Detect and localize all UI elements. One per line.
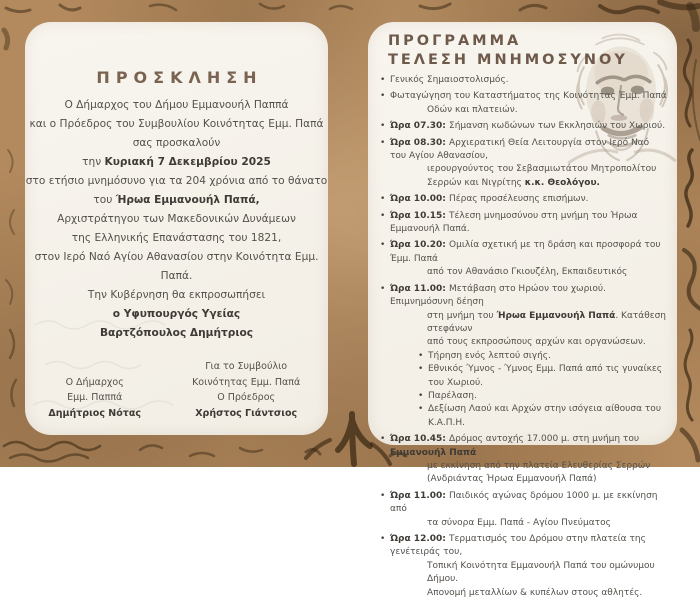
- bold-text: Βαρτζόπουλος Δημήτριος: [99, 327, 254, 339]
- signature-line: [164, 406, 328, 422]
- bullet-icon: •: [380, 283, 386, 294]
- program-title: [388, 32, 677, 70]
- text: και ο Πρόεδρος του Συμβουλίου Κοινότητας Εμμ. Παπά: [29, 118, 324, 130]
- text: Δεξίωση Λαού και Αρχών στην ισόγεια αίθουσα του Κ.Α.Π.Η.: [428, 404, 662, 428]
- signature-line: [25, 406, 164, 422]
- bullet-icon: •: [418, 364, 424, 375]
- bold-text: Ήρωα Εμμανουήλ Παπά: [496, 310, 616, 321]
- text: Σήμανση κωδώνων των Εκκλησιών του Χωριού.: [449, 121, 666, 132]
- text: τα σύνορα Εμμ. Παπά - Αγίου Πνεύματος: [427, 517, 611, 528]
- invitation-line: [25, 286, 328, 305]
- text: Ο Δήμαρχος του Δήμου Εμμανουήλ Παππά: [64, 99, 289, 111]
- program-item: [380, 74, 667, 87]
- text: σας προσκαλούν: [132, 137, 221, 149]
- text: Δρόμος αντοχής 17.000 μ. στη μνήμη του: [449, 434, 640, 445]
- invitation-line: [25, 324, 328, 343]
- text: την: [82, 156, 105, 168]
- text: Αρχιερατική Θεία Λειτουργία στον Ιερό Ναό του Αγίου Αθανασίου,: [390, 137, 650, 162]
- signature-mayor: [25, 375, 164, 422]
- text: από τον Αθανάσιο Γκιουζέλη, Εκπαιδευτικός: [427, 267, 628, 278]
- text: Παρέλαση.: [428, 390, 477, 401]
- invitation-line: [25, 134, 328, 153]
- program-item-line: [390, 587, 667, 600]
- program-sub-item: [390, 390, 667, 403]
- program-item-time: Ώρα 10.20:: [390, 240, 450, 251]
- program-item-line: [390, 517, 667, 530]
- bullet-icon: •: [380, 534, 386, 544]
- bold-text: Εμμανουήλ Παπά: [390, 447, 477, 458]
- text: Εμμ. Παππά: [67, 392, 123, 403]
- program-item-line: [390, 193, 667, 206]
- invitation-line: [25, 115, 328, 134]
- bold-text: ο Υφυπουργός Υγείας: [112, 308, 241, 320]
- text: από τους εκπροσώπους αρχών και οργανώσεων.: [427, 337, 646, 348]
- text: Κοινότητας Εμμ. Παπά: [192, 376, 301, 388]
- text: . Κατάθεση στεφάνων: [427, 310, 667, 334]
- bullet-icon: •: [380, 194, 386, 205]
- program-item: [380, 239, 667, 279]
- invitation-line: [25, 210, 328, 229]
- program-item-line: [390, 163, 667, 176]
- program-item-line: [390, 310, 667, 337]
- bold-text: Χρήστος Γιάντσιος: [195, 407, 298, 419]
- invitation-line: [25, 191, 328, 210]
- invitation-line: [25, 96, 328, 115]
- program-item-time: Ώρα 12.00:: [390, 534, 450, 544]
- signature-council: [164, 359, 328, 421]
- program-item-time: Ώρα 10.00:: [390, 194, 450, 205]
- text: Τερματισμός του Δρόμου στην πλατεία της γενέτειράς του,: [390, 534, 646, 558]
- bold-text: Κυριακή 7 Δεκεμβρίου 2025: [104, 156, 271, 168]
- invitation-line: [25, 248, 328, 286]
- bullet-icon: •: [418, 350, 424, 361]
- program-item-line: [390, 473, 667, 486]
- text: στο ετήσιο μνημόσυνο για τα 204 χρόνια από το θάνατο: [25, 175, 328, 187]
- text: Ομιλία σχετική με τη δράση και προσφορά του Έμμ. Παπά: [390, 240, 661, 264]
- text: Μετάβαση στο Ηρώον του χωριού. Επιμνημόσυνη δέηση: [390, 283, 606, 308]
- program-item: [380, 533, 667, 600]
- text: Τοπική Κοινότητα Εμμανουήλ Παπά του ομώνυμου Δήμου.: [427, 560, 655, 585]
- program-item: [380, 210, 667, 237]
- text: (Ανδριάντας Ήρωα Εμμανουήλ Παπά): [427, 474, 597, 485]
- program-item-line: [390, 433, 667, 460]
- program-item: [380, 120, 667, 133]
- text: Οδών και πλατειών.: [427, 104, 518, 115]
- invitation-line: [25, 172, 328, 191]
- bullet-icon: •: [380, 91, 386, 102]
- text: του: [93, 194, 116, 206]
- bold-text: κ.κ. Θεολόγου.: [524, 177, 600, 188]
- program-item: [380, 137, 667, 191]
- invitation-line: [25, 153, 328, 172]
- signature-line: [164, 375, 328, 391]
- program-item-line: [390, 104, 667, 117]
- program-item-line: [390, 266, 667, 279]
- program-item-line: [390, 137, 667, 164]
- text: στη μνήμη του: [427, 310, 497, 321]
- bullet-icon: •: [418, 390, 424, 401]
- program-item: [380, 193, 667, 206]
- program-card: [368, 22, 677, 598]
- bullet-icon: •: [380, 434, 386, 445]
- program-item-time: Ώρα 11.00:: [390, 490, 450, 501]
- program-item-line: [390, 533, 667, 560]
- signature-line: [25, 375, 164, 391]
- bullet-icon: •: [380, 137, 386, 148]
- program-item: [380, 283, 667, 430]
- text: Γενικός Σημαιοστολισμός.: [390, 75, 509, 85]
- text: Φωταγώγηση του Καταστήματος της Κοινότητας Έμμ. Παπά: [390, 91, 667, 102]
- text: Τέλεση μνημοσύνου στη μνήμη του Ήρωα Εμμανουήλ Παπά.: [390, 210, 638, 235]
- program-sub-item: [390, 403, 667, 430]
- bullet-icon: •: [380, 240, 386, 251]
- program-item-line: [390, 90, 667, 103]
- invitation-title: ΠΡΟΣΚΛΗΣΗ: [96, 68, 263, 87]
- program-item: [380, 490, 667, 530]
- text: στον Ιερό Ναό Αγίου Αθανασίου στην Κοινότητα Εμμ. Παπά.: [34, 251, 322, 282]
- bullet-icon: •: [418, 404, 424, 415]
- signature-line: [164, 359, 328, 375]
- program-item-line: [390, 239, 667, 266]
- program-item-line: [390, 283, 667, 310]
- program-item-line: [390, 177, 667, 190]
- invitation-line: [25, 229, 328, 248]
- program-sub-item: [390, 350, 667, 363]
- program-item-time: Ώρα 11.00:: [390, 283, 450, 294]
- program-sub-item: [390, 363, 667, 390]
- bold-text: Ήρωα Εμμανουήλ Παπά,: [115, 194, 260, 206]
- program-item-line: [390, 210, 667, 237]
- program-item-time: Ώρα 10.45:: [390, 434, 450, 445]
- invitation-line: [25, 305, 328, 324]
- program-item-time: Ώρα 10.15:: [390, 210, 450, 221]
- program-title-line1: ΠΡΟΓΡΑΜΜΑ: [388, 33, 522, 49]
- text: Τήρηση ενός λεπτού σιγής.: [428, 350, 551, 361]
- text: Ο Πρόεδρος: [217, 392, 276, 403]
- program-item-line: [390, 490, 667, 517]
- text: Απονομή μεταλλίων & κυπέλων στους αθλητές.: [427, 587, 643, 598]
- bullet-icon: •: [380, 121, 386, 132]
- bullet-icon: •: [380, 75, 386, 85]
- text: Σερρών και Νιγρίτης: [427, 177, 525, 188]
- text: Αρχιστράτηγου των Μακεδονικών Δυνάμεων: [57, 213, 296, 225]
- text: Την Κυβέρνηση θα εκπροσωπήσει: [87, 289, 266, 301]
- signature-line: [164, 390, 328, 406]
- bold-text: Δημήτριος Νότας: [48, 407, 141, 419]
- text: Παιδικός αγώνας δρόμου 1000 μ. με εκκίνηση από: [390, 490, 658, 515]
- program-item: [380, 433, 667, 487]
- program-item-line: [390, 74, 667, 87]
- program-item-line: [390, 120, 667, 133]
- text: Ο Δήμαρχος: [65, 376, 124, 388]
- program-item-time: Ώρα 08.30:: [390, 137, 450, 148]
- bullet-icon: •: [380, 210, 386, 221]
- program-item: [380, 90, 667, 117]
- text: ιερουργούντος του Σεβασμιωτάτου Μητροπολίτου: [427, 164, 657, 175]
- program-item-line: [390, 336, 667, 349]
- program-item-line: [390, 460, 667, 473]
- text: Πέρας προσέλευσης επισήμων.: [449, 194, 589, 205]
- program-item-line: [390, 560, 667, 587]
- program-list: [380, 74, 667, 600]
- signature-block: [25, 359, 328, 421]
- text: με εκκίνηση από την πλατεία Ελευθερίας Σερρών: [427, 460, 651, 471]
- signature-line: [25, 390, 164, 406]
- invitation-body: [25, 96, 328, 343]
- text: Εθνικός Ύμνος - Ύμνος Εμμ. Παπά από τις γυναίκες του Χωριού.: [428, 364, 663, 388]
- invitation-card: [25, 22, 328, 435]
- bullet-icon: •: [380, 490, 386, 501]
- text: της Ελληνικής Επανάστασης του 1821,: [71, 232, 282, 244]
- text: Για το Συμβούλιο: [205, 361, 288, 372]
- program-item-time: Ώρα 07.30:: [390, 121, 450, 132]
- program-title-line2: ΤΕΛΕΣΗ ΜΝΗΜΟΣΥΝΟΥ: [388, 52, 628, 68]
